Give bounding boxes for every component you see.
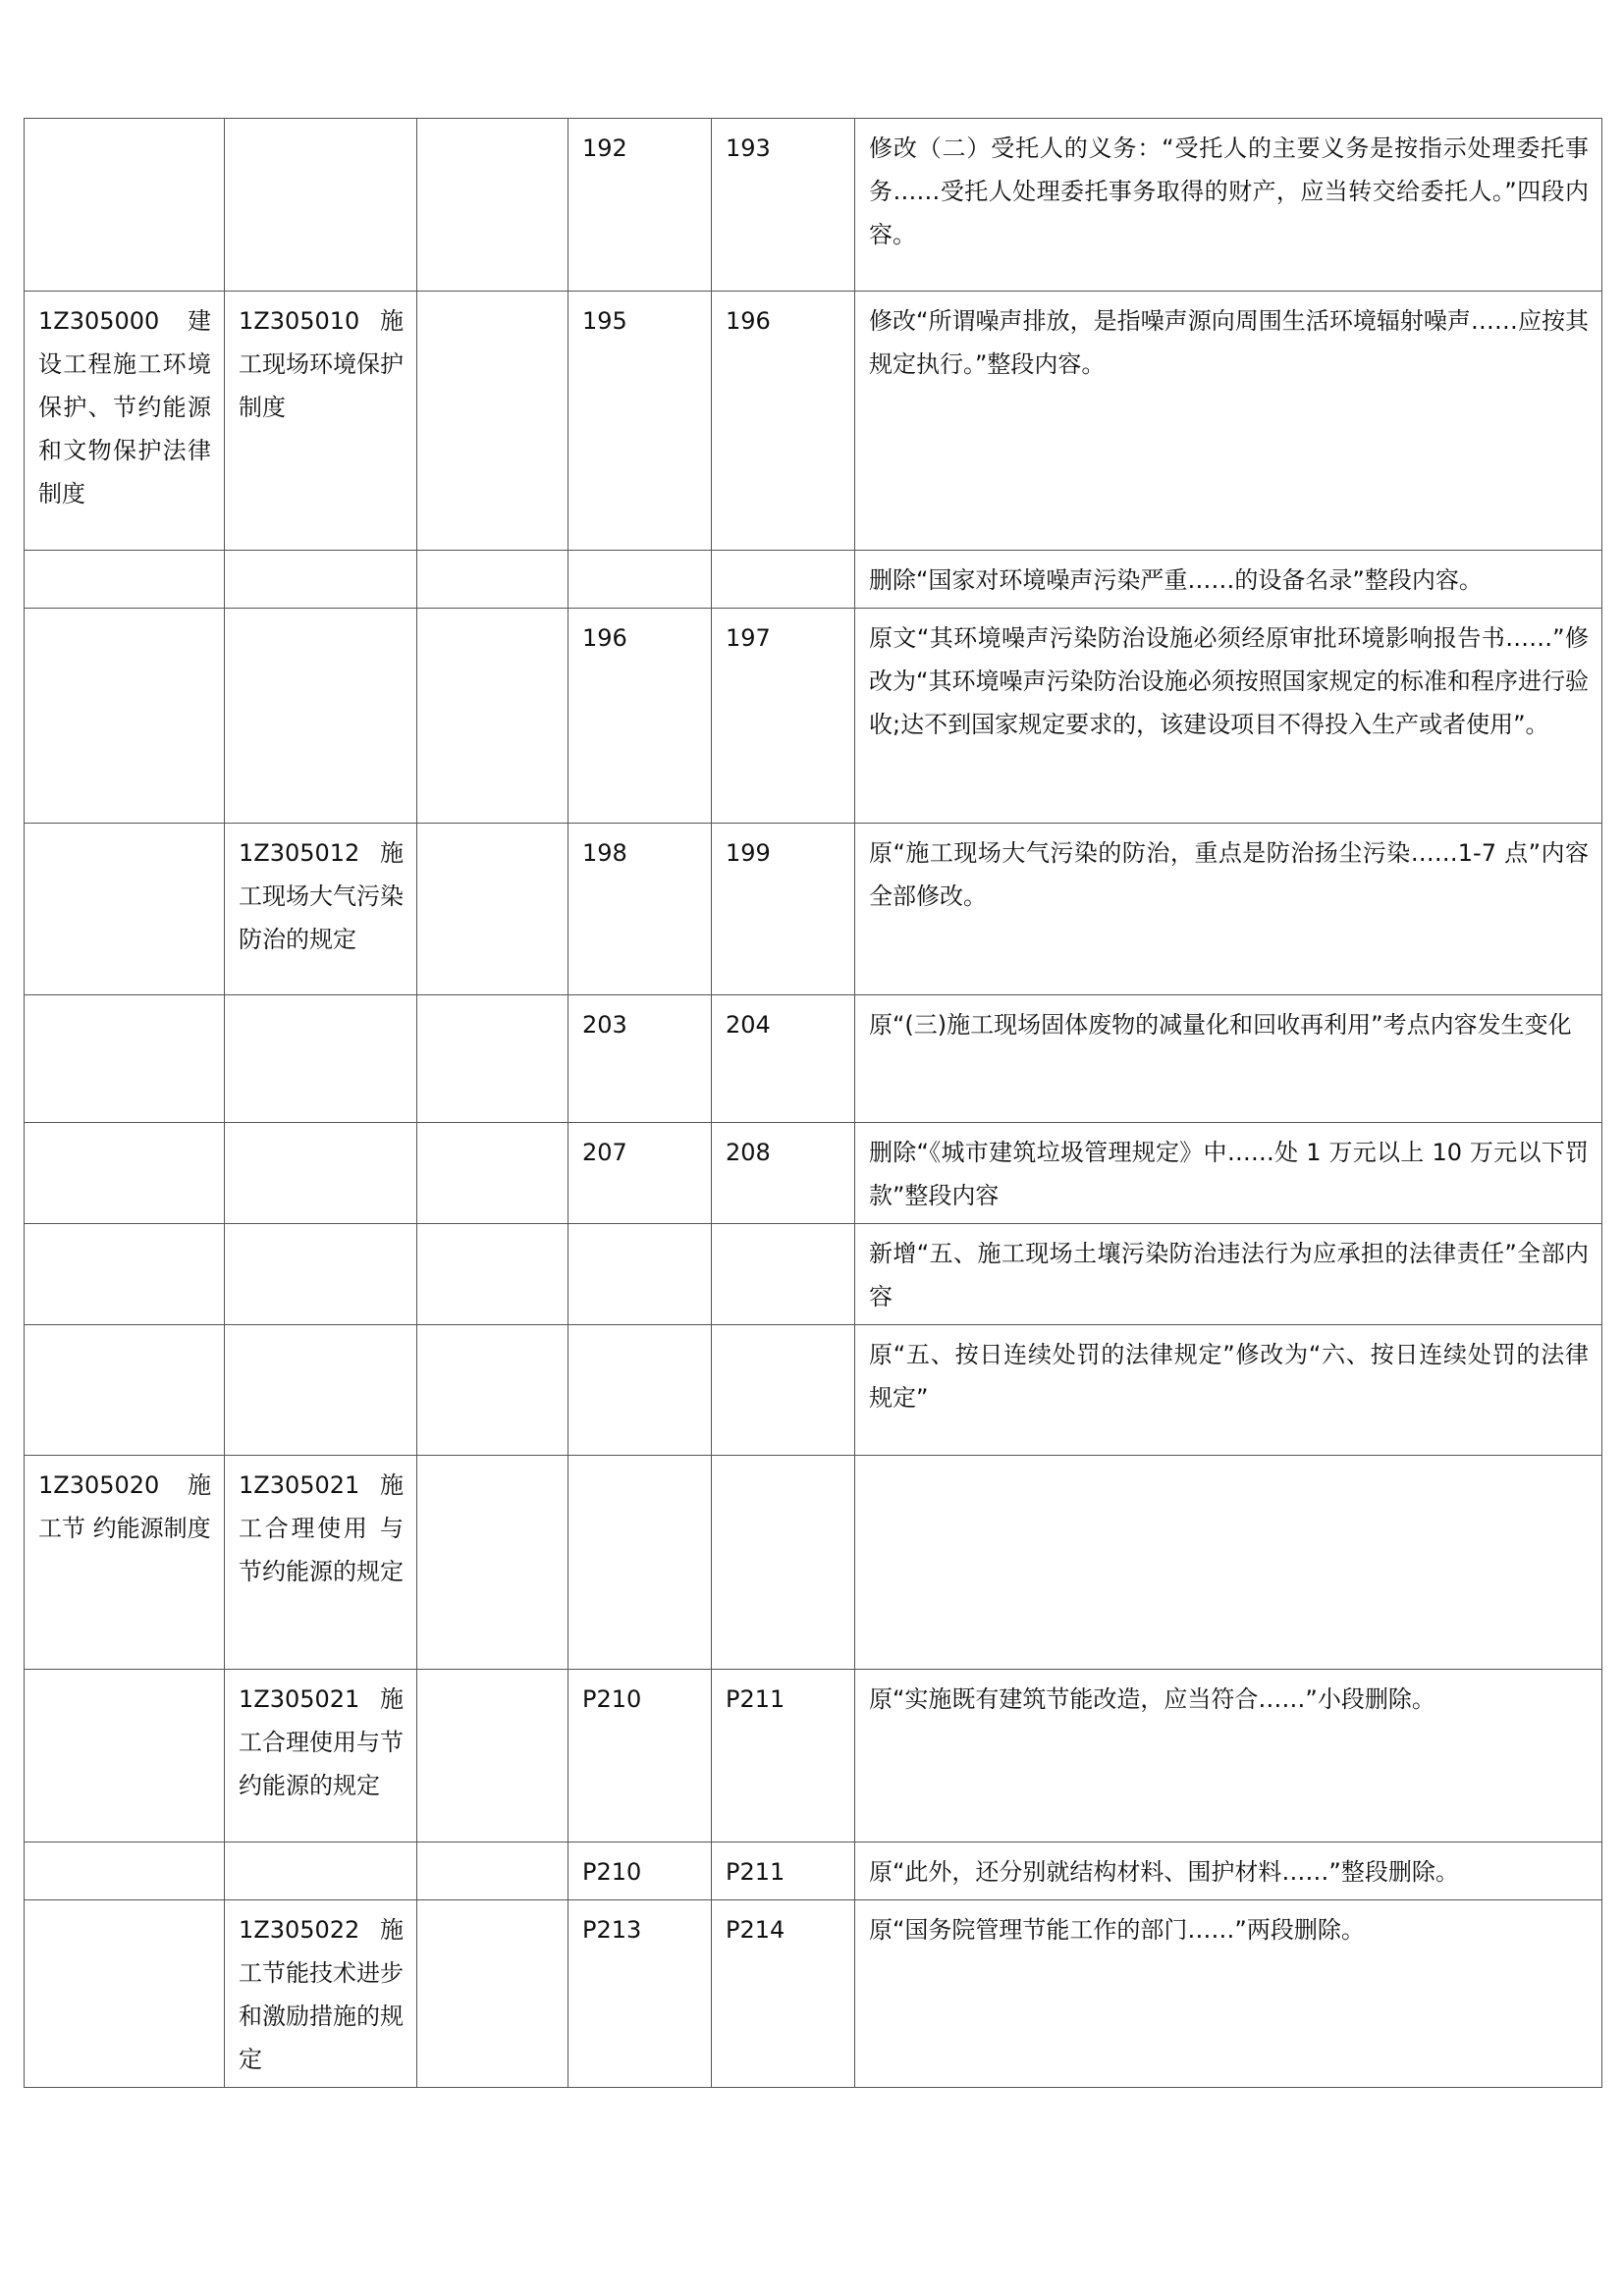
- chapter-cell: 1Z305020 施工节 约能源制度: [25, 1456, 225, 1670]
- table-row: [25, 1670, 1602, 1842]
- chapter-cell: [25, 1325, 225, 1456]
- new-page-cell: P211: [712, 1842, 855, 1900]
- new-page-cell: 197: [712, 609, 855, 824]
- section-cell: [225, 119, 417, 292]
- chapter-cell: [25, 995, 225, 1123]
- old-page-cell: [568, 551, 712, 609]
- change-description-cell: 删除“《城市建筑垃圾管理规定》中……处 1 万元以上 10 万元以下罚款”整段内容: [855, 1123, 1602, 1224]
- new-page-cell: [712, 1224, 855, 1325]
- chapter-cell: 1Z305000 建设工程施工环境保护、节约能源和文物保护法律制度: [25, 292, 225, 551]
- chapter-cell: [25, 1224, 225, 1325]
- blank-cell: [417, 1123, 568, 1224]
- change-description-cell: 原“五、按日连续处罚的法律规定”修改为“六、按日连续处罚的法律规定”: [855, 1325, 1602, 1456]
- change-description-cell: 修改“所谓噪声排放，是指噪声源向周围生活环境辐射噪声……应按其规定执行。”整段内容。: [855, 292, 1602, 551]
- new-page-cell: 208: [712, 1123, 855, 1224]
- table-row: [25, 1456, 1602, 1670]
- blank-cell: [417, 1325, 568, 1456]
- blank-cell: [417, 1456, 568, 1670]
- table-row: [25, 551, 1602, 609]
- blank-cell: [417, 551, 568, 609]
- new-page-cell: 199: [712, 824, 855, 995]
- blank-cell: [417, 292, 568, 551]
- table-row: [25, 292, 1602, 551]
- section-cell: 1Z305021 施工合理使用与节约能源的规定: [225, 1670, 417, 1842]
- old-page-cell: P213: [568, 1900, 712, 2088]
- table-row: [25, 119, 1602, 292]
- blank-cell: [417, 995, 568, 1123]
- old-page-cell: 196: [568, 609, 712, 824]
- blank-cell: [417, 1224, 568, 1325]
- blank-cell: [417, 1670, 568, 1842]
- old-page-cell: [568, 1224, 712, 1325]
- table-row: [25, 995, 1602, 1123]
- section-cell: [225, 995, 417, 1123]
- section-cell: 1Z305010 施工现场环境保护制度: [225, 292, 417, 551]
- chapter-cell: [25, 119, 225, 292]
- section-cell: [225, 551, 417, 609]
- old-page-cell: P210: [568, 1670, 712, 1842]
- revision-table: [24, 118, 1602, 2088]
- section-cell: [225, 1325, 417, 1456]
- change-description-cell: [855, 1456, 1602, 1670]
- change-description-cell: 原“(三)施工现场固体废物的减量化和回收再利用”考点内容发生变化: [855, 995, 1602, 1123]
- section-cell: [225, 1842, 417, 1900]
- blank-cell: [417, 609, 568, 824]
- chapter-cell: [25, 609, 225, 824]
- new-page-cell: [712, 1325, 855, 1456]
- section-cell: 1Z305012 施工现场大气污染防治的规定: [225, 824, 417, 995]
- chapter-cell: [25, 1900, 225, 2088]
- change-description-cell: 原“此外，还分别就结构材料、围护材料……”整段删除。: [855, 1842, 1602, 1900]
- table-row: [25, 1123, 1602, 1224]
- blank-cell: [417, 824, 568, 995]
- section-cell: [225, 1224, 417, 1325]
- old-page-cell: [568, 1456, 712, 1670]
- section-cell: [225, 1123, 417, 1224]
- chapter-cell: [25, 1670, 225, 1842]
- section-cell: 1Z305021 施工合理使用 与节约能源的规定: [225, 1456, 417, 1670]
- new-page-cell: 193: [712, 119, 855, 292]
- change-description-cell: 删除“国家对环境噪声污染严重……的设备名录”整段内容。: [855, 551, 1602, 609]
- blank-cell: [417, 1900, 568, 2088]
- blank-cell: [417, 1842, 568, 1900]
- new-page-cell: 196: [712, 292, 855, 551]
- chapter-cell: [25, 1842, 225, 1900]
- blank-cell: [417, 119, 568, 292]
- new-page-cell: P214: [712, 1900, 855, 2088]
- old-page-cell: P210: [568, 1842, 712, 1900]
- section-cell: [225, 609, 417, 824]
- old-page-cell: 195: [568, 292, 712, 551]
- old-page-cell: 203: [568, 995, 712, 1123]
- table-row: [25, 1900, 1602, 2088]
- change-description-cell: 原“实施既有建筑节能改造，应当符合……”小段删除。: [855, 1670, 1602, 1842]
- table-row: [25, 1842, 1602, 1900]
- new-page-cell: 204: [712, 995, 855, 1123]
- chapter-cell: [25, 551, 225, 609]
- new-page-cell: [712, 551, 855, 609]
- table-row: [25, 824, 1602, 995]
- change-description-cell: 新增“五、施工现场土壤污染防治违法行为应承担的法律责任”全部内容: [855, 1224, 1602, 1325]
- old-page-cell: 192: [568, 119, 712, 292]
- chapter-cell: [25, 824, 225, 995]
- new-page-cell: P211: [712, 1670, 855, 1842]
- table-row: [25, 1224, 1602, 1325]
- change-description-cell: 原文“其环境噪声污染防治设施必须经原审批环境影响报告书……”修改为“其环境噪声污染防治设施必须按照国家规定的标准和程序进行验收;达不到国家规定要求的，该建设项目不得投入生产或者使用”。: [855, 609, 1602, 824]
- chapter-cell: [25, 1123, 225, 1224]
- table-row: [25, 609, 1602, 824]
- table-row: [25, 1325, 1602, 1456]
- old-page-cell: 198: [568, 824, 712, 995]
- change-description-cell: 原“施工现场大气污染的防治，重点是防治扬尘污染……1-7 点”内容全部修改。: [855, 824, 1602, 995]
- change-description-cell: 原“国务院管理节能工作的部门……”两段删除。: [855, 1900, 1602, 2088]
- section-cell: 1Z305022 施工节能技术进步和激励措施的规定: [225, 1900, 417, 2088]
- old-page-cell: 207: [568, 1123, 712, 1224]
- old-page-cell: [568, 1325, 712, 1456]
- new-page-cell: [712, 1456, 855, 1670]
- change-description-cell: 修改（二）受托人的义务：“受托人的主要义务是按指示处理委托事务……受托人处理委托事务取得的财产，应当转交给委托人。”四段内容。: [855, 119, 1602, 292]
